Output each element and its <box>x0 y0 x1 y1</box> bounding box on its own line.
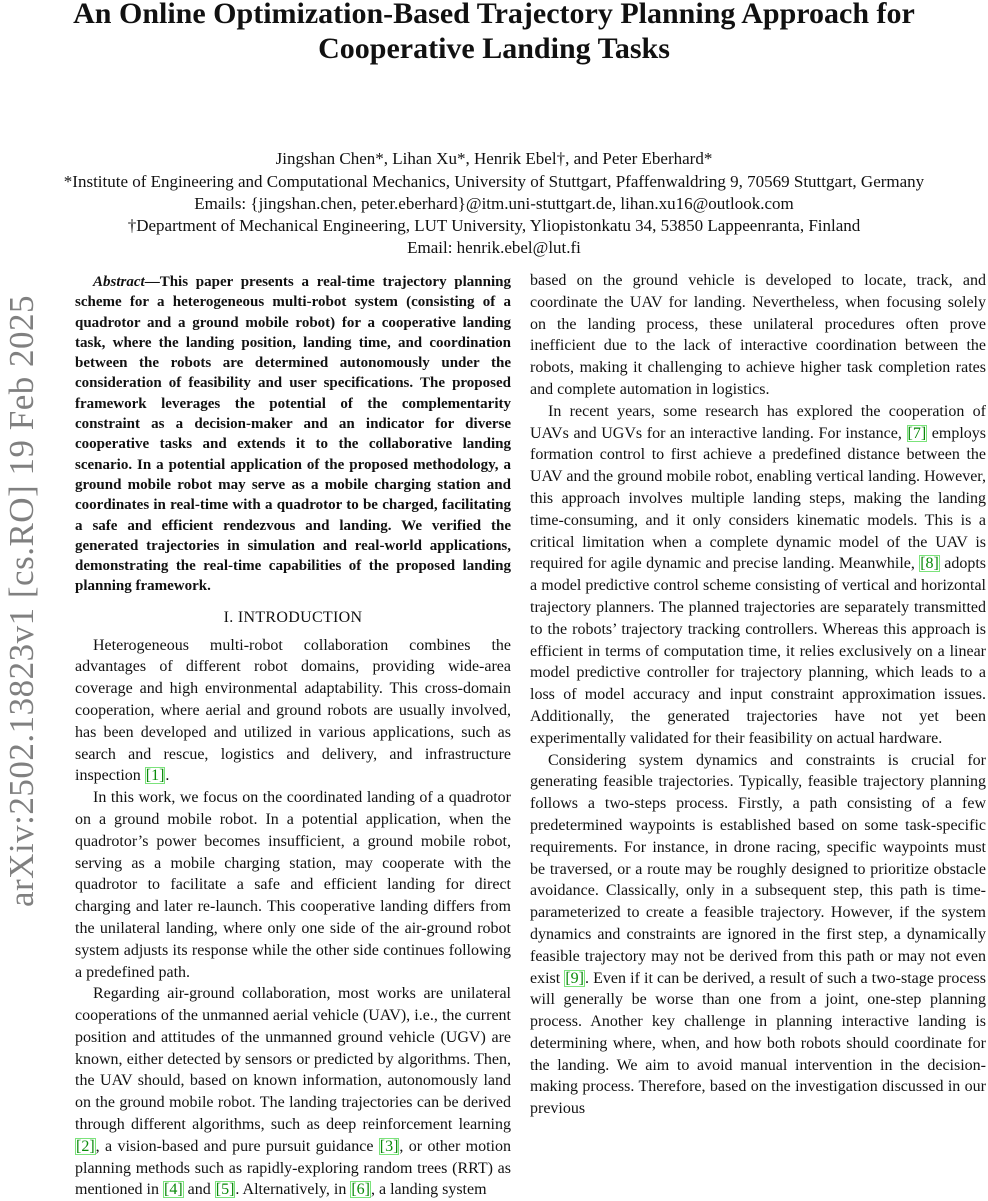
paragraph-text: . Alternatively, in <box>235 1181 351 1199</box>
affiliation-stuttgart: *Institute of Engineering and Computational Mechanics, University of Stuttgart, Pfaffenwaldring 9, 70569 Stuttgart, Germany <box>63 172 925 191</box>
paragraph-text: , a landing system <box>371 1181 487 1199</box>
paragraph-text: In recent years, some research has explored the cooperation of UAVs and UGVs for an interactive landing. For instance, <box>530 402 986 442</box>
paragraph <box>75 983 511 1201</box>
citation-link[interactable]: [3] <box>379 1137 399 1155</box>
paragraph-text: based on the ground vehicle is developed to locate, track, and coordinate the UAV for landing. Nevertheless, when focusing solely on the landing process, these unilateral procedures often prove inefficient due to the lack of interactive coordination between the robots, making it challenging to achieve higher task completion rates and complete automation in logistics. <box>530 272 986 398</box>
email-lut: Email: henrik.ebel@lut.fi <box>407 238 581 257</box>
abstract-label: Abstract <box>93 274 145 290</box>
section-heading: I. INTRODUCTION <box>223 608 363 626</box>
paragraph-text: In this work, we focus on the coordinated landing of a quadrotor on a ground mobile robot. In a potential application, when the quadrotor’s power becomes insufficient, a ground mobile robot, serving as a mobile charging station, may cooperate with the quadrotor to facilitate a safe and efficient landing for direct charging and later re-launch. This cooperative landing differs from the unilateral landing, where only one side of the air-ground robot system adjusts its response while the other side continues following a predefined path. <box>75 789 511 981</box>
paragraph <box>75 635 511 788</box>
citation-link[interactable]: [8] <box>920 555 939 573</box>
paper-title <box>0 0 988 66</box>
paragraph-text: , a vision-based and pure pursuit guidance <box>95 1137 379 1155</box>
paragraph-text: Considering system dynamics and constraints is crucial for generating feasible trajectories. Typically, feasible trajectory planning follows a two-steps process. Firstly, a path consisting of a few predetermined waypoints is established based on some task-specific requirements. For instance, in drone racing, specific waypoints must be traversed, or a route may be roughly designed to prioritize obstacle avoidance. Classically, only in a subsequent step, this path is time-parameterized to create a feasible trajectory. However, if the system dynamics and constraints are ignored in the first step, a dynamically feasible trajectory may not be derived from this path or may not even exist <box>530 751 986 987</box>
left-body <box>75 635 511 1201</box>
right-column <box>530 270 986 1120</box>
paragraph-text: and <box>183 1181 215 1199</box>
paragraph-text: employs formation control to first achieve a predefined distance between the UAV and the ground mobile robot, enabling vertical landing. However, this approach involves multiple landing steps, making the landing time-consuming, and it only considers kinematic models. This is a critical limitation when a complete dynamic model of the UAV is required for agile dynamic and precise landing. Meanwhile, <box>530 424 987 573</box>
author-block <box>0 148 988 259</box>
author-names: Jingshan Chen*, Lihan Xu*, Henrik Ebel†, and Peter Eberhard* <box>275 149 713 168</box>
title-line: An Online Optimization-Based Trajectory Planning Approach for <box>73 0 915 30</box>
left-column <box>75 272 511 1201</box>
paragraph-text: , or other motion planning methods such as rapidly-exploring random trees (RRT) as mentioned in <box>75 1137 511 1199</box>
abstract-text: —This paper presents a real-time trajectory planning scheme for a heterogeneous multi-robot system (consisting of a quadrotor and a ground mobile robot) for a cooperative landing task, where the landing position, landing time, and coordination between the robots are determined autonomously under the consideration of feasibility and user specifications. The proposed framework leverages the potential of the complementarity constraint as a decision-maker and an indicator for diverse cooperative tasks and extends it to the collaborative landing scenario. In a potential application of the proposed methodology, a ground mobile robot may serve as a mobile charging station and coordinates in real-time with a quadrotor to be charged, facilitating a safe and efficient rendezvous and landing. We verified the generated trajectories in simulation and real-world applications, demonstrating the real-time capabilities of the proposed landing planning framework. <box>75 274 511 595</box>
citation-link[interactable]: [6] <box>351 1181 370 1199</box>
emails-stuttgart: Emails: {jingshan.chen, peter.eberhard}@itm.uni-stuttgart.de, lihan.xu16@outlook.com <box>194 194 794 213</box>
paragraph-text: . Even if it can be derived, a result of such a two-stage process will generally be worse than one from a joint, one-step planning process. Another key challenge in planning interactive landing is determining where, when, and how both robots should coordinate for the landing. We aim to avoid manual intervention in the decision-making process. Therefore, based on the investigation discussed in our previous <box>530 969 986 1118</box>
citation-link[interactable]: [9] <box>565 969 584 987</box>
title-line: Cooperative Landing Tasks <box>318 32 670 65</box>
citation-link[interactable]: [1] <box>145 767 165 785</box>
citation-link[interactable]: [5] <box>215 1181 235 1199</box>
paragraph <box>75 787 511 983</box>
affiliation-lut: †Department of Mechanical Engineering, LUT University, Yliopistonkatu 34, 53850 Lappeenranta, Finland <box>127 216 861 235</box>
paragraph <box>530 270 986 401</box>
paragraph-text: Regarding air-ground collaboration, most works are unilateral cooperations of the unmanned aerial vehicle (UAV), i.e., the current position and attitudes of the unmanned ground vehicle (UGV) are known, either detected by sensors or predicted by algorithms. Then, the UAV should, based on known information, autonomously land on the ground mobile robot. The landing trajectories can be derived through different algorithms, such as deep reinforcement learning <box>75 985 511 1134</box>
right-body <box>530 270 986 1120</box>
citation-link[interactable]: [4] <box>163 1181 183 1199</box>
paragraph-text: adopts a model predictive control scheme consisting of vertical and horizontal trajectory planners. The planned trajectories are separately transmitted to the robots’ trajectory tracking controllers. Whereas this approach is efficient in terms of computation time, it relies exclusively on a linear model predictive controller for trajectory planning, which leads to a loss of model accuracy and input constraint approximation issues. Additionally, the generated trajectories have not yet been experimentally validated for their feasibility on actual hardware. <box>530 555 986 747</box>
paragraph <box>530 401 986 750</box>
abstract <box>75 272 511 597</box>
citation-link[interactable]: [2] <box>76 1137 95 1155</box>
arxiv-identifier-stamp: arXiv:2502.13823v1 [cs.RO] 19 Feb 2025 <box>2 295 41 908</box>
paragraph <box>530 750 986 1121</box>
citation-link[interactable]: [7] <box>907 424 927 442</box>
paragraph-text: Heterogeneous multi-robot collaboration combines the advantages of different robot domains, providing wide-area coverage and high environmental adaptability. This cross-domain cooperation, where aerial and ground robots are usually involved, has been developed and utilized in various applications, such as search and rescue, logistics and delivery, and infrastructure inspection <box>75 636 511 785</box>
paragraph-text: . <box>165 767 170 785</box>
